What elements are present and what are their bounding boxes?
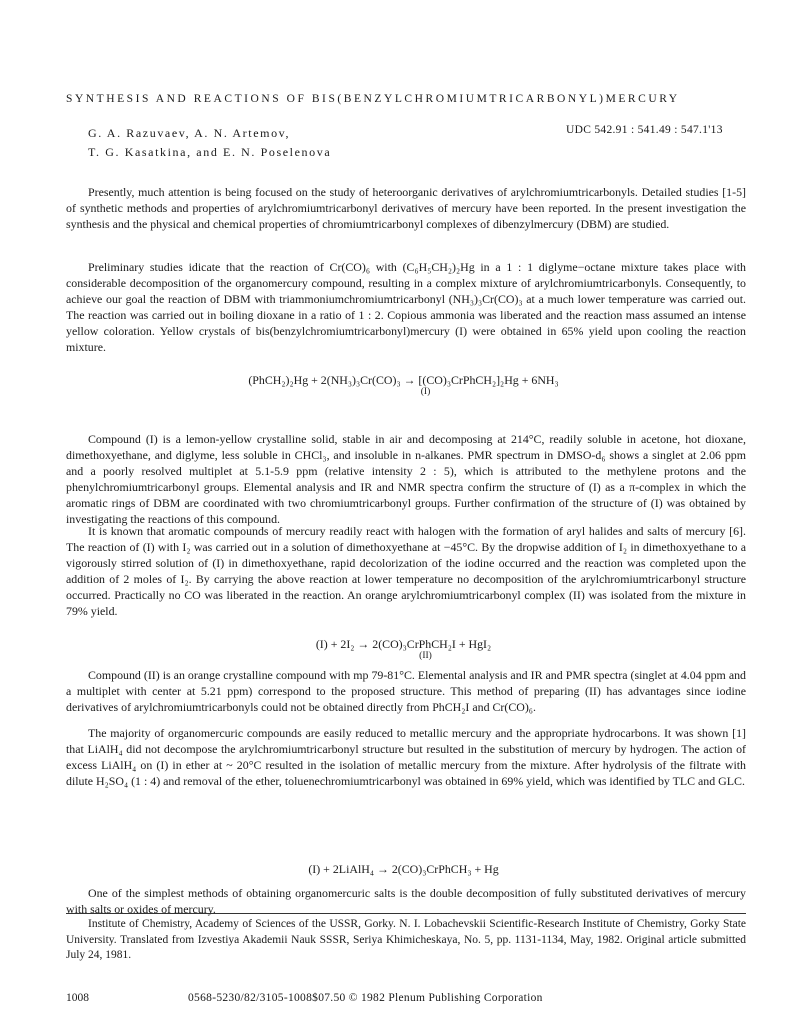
author-line-2: T. G. Kasatkina, and E. N. Poselenova [88, 145, 332, 159]
paragraph-organomercuric-salts: One of the simplest methods of obtaining organomercuric salts is the double decomposition of fully substituted derivatives of mercury with salts or oxides of mercury. [66, 886, 746, 917]
equation-1-label: (I) [420, 387, 431, 397]
article-title: SYNTHESIS AND REACTIONS OF BIS(BENZYLCHROMIUMTRICARBONYL)MERCURY [66, 93, 680, 105]
paragraph-halogen-reaction: It is known that aromatic compounds of mercury readily react with halogen with the formation of aryl halides and salts of mercury [6]. The reaction of (I) with I₂ was carried out in a solution of dimethoxyethane at −45°C. By the dropwise addition of I₂ in dimethoxyethane to a vigorously stirred solution of (I) in dimethoxyethane, rapid decolorization of the iodine occurred and the reaction was completed upon the addition of 2 moles of I₂. By carrying the above reaction at lower temperature no decomposition of the arylchromiumtricarbonyl structure occurred. Practically no CO was liberated in the reaction. An orange arylchromiumtricarbonyl complex (II) was isolated from the mixture in 79% yield. [66, 524, 746, 619]
copyright-line: 0568-5230/82/3105-1008$07.50 © 1982 Plenum Publishing Corporation [188, 992, 543, 1004]
author-line-1: G. A. Razuvaev, A. N. Artemov, [88, 126, 291, 140]
paragraph-preliminary: Preliminary studies idicate that the reaction of Cr(CO)₆ with (C₆H₅CH₂)₂Hg in a 1 : 1 diglyme−octane mixture takes place with considerable decomposition of the organomercury compound, resulting in a complex mixture of arylchromiumtricarbonyls. Consequently, to achieve our goal the reaction of DBM with triammoniumchromiumtricarbonyl (NH₃)₃Cr(CO)₃ at a much lower temperature was carried out. The reaction was carried out in boiling dioxane in a ratio of 1 : 2. Copious ammonia was liberated and the reaction mass assumed an intense yellow coloration. Yellow crystals of bis(benzylchromiumtricarbonyl)mercury (I) were obtained in 65% yield upon cooling the reaction mixture. [66, 260, 746, 355]
page-number: 1008 [66, 992, 89, 1004]
footnote-divider [66, 913, 746, 914]
equation-3-text: (I) + 2LiAlH₄ → 2(CO)₃CrPhCH₃ + Hg [308, 862, 499, 876]
equation-2-text: (I) + 2I₂ → 2(CO)₃CrPhCH₂I + HgI₂ [315, 637, 492, 651]
udc-code: UDC 542.91 : 541.49 : 547.1'13 [566, 124, 723, 136]
equation-2 [0, 637, 807, 661]
equation-1-text: (PhCH₂)₂Hg + 2(NH₃)₃Cr(CO)₃ → [(CO)₃CrPhCH₂]₂Hg + 6NH₃ [248, 373, 559, 387]
equation-1 [0, 373, 807, 397]
footnote-affiliation: Institute of Chemistry, Academy of Sciences of the USSR, Gorky. N. I. Lobachevskii Scientific-Research Institute of Chemistry, Gorky State University. Translated from Izvestiya Akademii Nauk SSSR, Seriya Khimicheskaya, No. 5, pp. 1131-1134, May, 1982. Original article submitted July 24, 1981. [66, 918, 746, 961]
paragraph-compound-i: Compound (I) is a lemon-yellow crystalline solid, stable in air and decomposing at 214°C, readily soluble in acetone, hot dioxane, dimethoxyethane, and diglyme, less soluble in CHCl₃, and insoluble in n-alkanes. PMR spectrum in DMSO-d₆ shows a singlet at 2.06 ppm and a poorly resolved multiplet at 5.1-5.9 ppm (relative intensity 2 : 5), which is attributed to the methylene protons and the phenylchromiumtricarbonyl groups. Elemental analysis and IR and NMR spectra confirm the structure of (I) as a π-complex in which the aromatic rings of DBM are coordinated with two chromiumtricarbonyl groups. Further confirmation of the structure of (I) was obtained by investigating the reactions of this compound. [66, 432, 746, 527]
paragraph-compound-ii: Compound (II) is an orange crystalline compound with mp 79-81°C. Elemental analysis and IR and PMR spectra (singlet at 4.04 ppm and a multiplet with center at 5.21 ppm) correspond to the proposed structure. This method of preparing (II) has advantages since iodine derivatives of arylchromiumtricarbonyls could not be obtained directly from PhCH₂I and Cr(CO)₆. [66, 668, 746, 715]
author-list [88, 124, 331, 162]
paragraph-intro: Presently, much attention is being focused on the study of heteroorganic derivatives of arylchromiumtricarbonyls. Detailed studies [1-5] of synthetic methods and properties of arylchromiumtricarbonyl derivatives of mercury have been reported. In the present investigation the synthesis and the physical and chemical properties of chromiumtricarbonyl complexes of dibenzylmercury (DBM) are studied. [66, 185, 746, 232]
paragraph-reduction: The majority of organomercuric compounds are easily reduced to metallic mercury and the appropriate hydrocarbons. It was shown [1] that LiAlH₄ did not decompose the arylchromiumtricarbonyl structure but resulted in the substitution of mercury by hydrogen. The action of excess LiAlH₄ on (I) in ether at ~ 20°C resulted in the isolation of metallic mercury from the mixture. After hydrolysis of the filtrate with dilute H₂SO₄ (1 : 4) and removal of the ether, toluenechromiumtricarbonyl was obtained in 69% yield, which was identified by TLC and GLC. [66, 726, 746, 789]
equation-3 [0, 862, 807, 876]
equation-2-label: (II) [419, 651, 432, 661]
